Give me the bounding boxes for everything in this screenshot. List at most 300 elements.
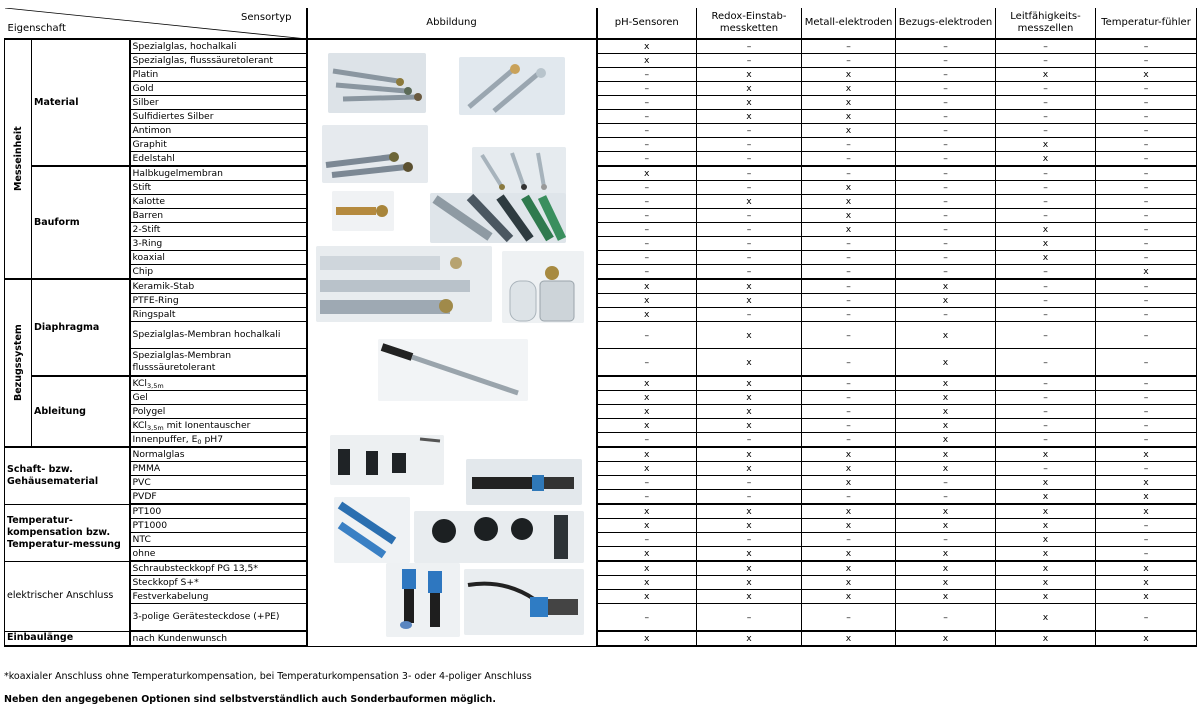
availability-cell: x (896, 631, 996, 646)
availability-cell: x (896, 279, 996, 294)
availability-cell: x (802, 519, 896, 533)
availability-cell: – (1096, 223, 1197, 237)
table-row (5, 279, 1197, 294)
availability-cell: – (597, 533, 697, 547)
group-schaft: Schaft- bzw. Gehäusematerial (5, 447, 130, 504)
photo-plug-heads (386, 563, 460, 637)
availability-cell: x (697, 547, 802, 562)
availability-cell: – (996, 181, 1096, 195)
availability-cell: x (697, 561, 802, 576)
table-row (5, 195, 1197, 209)
table-row (5, 631, 1197, 646)
property-label (130, 237, 307, 251)
property-label-text: Keramik-Stab (132, 281, 195, 292)
property-label-text: Stift (132, 182, 152, 193)
property-label (130, 476, 307, 490)
availability-cell: – (1096, 181, 1197, 195)
property-label (130, 39, 307, 54)
property-label (130, 405, 307, 419)
availability-cell: – (896, 533, 996, 547)
availability-cell: – (1096, 96, 1197, 110)
availability-cell: – (996, 349, 1096, 377)
property-label (130, 209, 307, 223)
availability-cell: x (896, 376, 996, 391)
availability-cell: – (996, 54, 1096, 68)
availability-cell: – (802, 322, 896, 349)
availability-cell: – (697, 237, 802, 251)
availability-cell: – (697, 166, 802, 181)
availability-cell: x (697, 279, 802, 294)
table-row (5, 308, 1197, 322)
availability-cell: x (802, 195, 896, 209)
availability-cell: x (896, 391, 996, 405)
availability-cell: x (896, 590, 996, 604)
property-label-text: Spezialglas, hochalkali (132, 41, 237, 52)
availability-cell: – (1096, 39, 1197, 54)
property-label-text: 2-Stift (132, 224, 161, 235)
availability-cell: x (597, 308, 697, 322)
availability-cell: x (697, 195, 802, 209)
availability-cell: x (1096, 561, 1197, 576)
property-label (130, 124, 307, 138)
property-label-text: Spezialglas-Membran flusssäuretolerant (132, 350, 232, 373)
property-label (130, 138, 307, 152)
availability-cell: – (597, 322, 697, 349)
availability-cell: x (697, 322, 802, 349)
availability-cell: – (597, 237, 697, 251)
availability-cell: – (802, 138, 896, 152)
availability-cell: x (697, 82, 802, 96)
group-einbau: Einbaulänge (5, 631, 130, 646)
availability-cell: – (1096, 82, 1197, 96)
table-row (5, 166, 1197, 181)
availability-cell: x (597, 54, 697, 68)
availability-cell: – (597, 68, 697, 82)
property-label-text: 3-Ring (132, 238, 163, 249)
photo-blue-shafts (334, 497, 410, 563)
availability-cell: – (1096, 322, 1197, 349)
photo-graphite-tips (472, 147, 566, 195)
property-label (130, 265, 307, 280)
table-row (5, 68, 1197, 82)
availability-cell: – (597, 138, 697, 152)
table-row (5, 376, 1197, 391)
property-label-text: PVDF (132, 491, 157, 502)
table-row (5, 391, 1197, 405)
availability-cell: – (597, 265, 697, 280)
property-label (130, 251, 307, 265)
property-label-text: Festverkabelung (132, 591, 209, 602)
availability-cell: – (697, 490, 802, 505)
availability-cell: – (896, 181, 996, 195)
subgroup-diaphragma: Diaphragma (32, 279, 130, 376)
table-row (5, 561, 1197, 576)
subgroup-material: Material (32, 39, 130, 166)
availability-cell: x (1096, 504, 1197, 519)
availability-cell: x (996, 490, 1096, 505)
availability-cell: x (802, 181, 896, 195)
property-label (130, 561, 307, 576)
availability-cell: – (896, 490, 996, 505)
availability-cell: x (1096, 476, 1197, 490)
availability-cell: x (1096, 490, 1197, 505)
availability-cell: – (1096, 519, 1197, 533)
availability-cell: – (996, 82, 1096, 96)
availability-cell: – (697, 124, 802, 138)
availability-cell: – (996, 209, 1096, 223)
availability-cell: – (996, 195, 1096, 209)
property-label (130, 349, 307, 377)
availability-cell: x (896, 322, 996, 349)
availability-cell: x (697, 391, 802, 405)
table-row (5, 476, 1197, 490)
property-label-text: Gel (132, 392, 148, 403)
photo-conductivity-cells (316, 246, 492, 322)
property-label (130, 576, 307, 590)
availability-cell: – (896, 195, 996, 209)
availability-cell: – (697, 604, 802, 632)
availability-cell: x (996, 138, 1096, 152)
availability-cell: x (802, 82, 896, 96)
availability-cell: x (802, 209, 896, 223)
photo-cable-connector (466, 459, 582, 505)
availability-cell: x (802, 447, 896, 462)
group-temperatur: Temperatur-kompensation bzw. Temperatur-messung (5, 504, 130, 561)
availability-cell: – (996, 433, 1096, 448)
property-label-text: PMMA (132, 463, 161, 474)
availability-cell: x (697, 96, 802, 110)
availability-cell: – (1096, 138, 1197, 152)
availability-cell: – (597, 604, 697, 632)
table-row (5, 405, 1197, 419)
property-label-text: Polygel (132, 406, 166, 417)
availability-cell: x (996, 604, 1096, 632)
availability-cell: x (697, 447, 802, 462)
availability-cell: x (996, 251, 1096, 265)
table-row (5, 39, 1197, 54)
property-label (130, 490, 307, 505)
availability-cell: – (1096, 251, 1197, 265)
property-label (130, 547, 307, 562)
header-col-redox: Redox-Einstab-messketten (697, 8, 802, 39)
table-row (5, 519, 1197, 533)
availability-cell: – (896, 265, 996, 280)
property-label-text: KCl (132, 420, 147, 431)
property-label-subscript: 0 (197, 438, 202, 446)
availability-cell: x (896, 576, 996, 590)
availability-cell: x (697, 376, 802, 391)
availability-cell: x (597, 504, 697, 519)
photo-ph-membranes (459, 57, 565, 115)
table-row (5, 604, 1197, 632)
group-bezugssystem: Bezugssystem (5, 279, 32, 447)
property-label (130, 166, 307, 181)
availability-cell: x (802, 576, 896, 590)
availability-cell: x (896, 447, 996, 462)
availability-cell: x (896, 294, 996, 308)
property-label-text: 3-polige Gerätesteckdose (+PE) (132, 611, 280, 622)
availability-cell: x (697, 462, 802, 476)
property-label-subscript: 3,5m (147, 424, 164, 432)
group-anschluss: elektrischer Anschluss (5, 561, 130, 631)
availability-cell: – (597, 82, 697, 96)
table-row (5, 433, 1197, 448)
property-label (130, 68, 307, 82)
availability-cell: x (697, 519, 802, 533)
availability-cell: – (996, 308, 1096, 322)
property-label (130, 96, 307, 110)
property-label-text: PTFE-Ring (132, 295, 179, 306)
availability-cell: x (597, 419, 697, 433)
availability-cell: x (896, 519, 996, 533)
property-label-text: Kalotte (132, 196, 166, 207)
table-row (5, 533, 1197, 547)
header-col-bezug: Bezugs-elektroden (896, 8, 996, 39)
availability-cell: x (697, 294, 802, 308)
subgroup-ableitung: Ableitung (32, 376, 130, 447)
table-row (5, 462, 1197, 476)
availability-cell: x (597, 576, 697, 590)
photo-glass-electrodes (328, 53, 426, 113)
availability-cell: – (697, 533, 802, 547)
property-label (130, 519, 307, 533)
photo-kalotte (332, 191, 394, 231)
availability-cell: x (996, 576, 1096, 590)
availability-cell: x (802, 124, 896, 138)
availability-cell: x (597, 519, 697, 533)
property-label-text: Chip (132, 266, 154, 277)
table-row (5, 490, 1197, 505)
availability-cell: – (1096, 110, 1197, 124)
photo-connectors-ableitung (330, 435, 444, 485)
availability-cell: – (597, 223, 697, 237)
availability-cell: x (697, 631, 802, 646)
availability-cell: – (1096, 166, 1197, 181)
availability-cell: – (802, 294, 896, 308)
availability-cell: x (996, 476, 1096, 490)
availability-cell: – (1096, 533, 1197, 547)
availability-cell: – (996, 265, 1096, 280)
property-label (130, 533, 307, 547)
availability-cell: – (896, 82, 996, 96)
property-label-subscript: 3,5m (147, 382, 164, 390)
availability-cell: x (996, 519, 1096, 533)
availability-cell: – (802, 533, 896, 547)
availability-cell: – (597, 124, 697, 138)
availability-cell: – (1096, 209, 1197, 223)
availability-cell: – (802, 490, 896, 505)
table-row (5, 110, 1197, 124)
availability-cell: x (802, 547, 896, 562)
availability-cell: x (597, 39, 697, 54)
availability-cell: x (697, 504, 802, 519)
availability-cell: x (996, 237, 1096, 251)
table-row (5, 124, 1197, 138)
availability-cell: x (597, 590, 697, 604)
availability-cell: – (1096, 604, 1197, 632)
availability-cell: x (996, 223, 1096, 237)
availability-cell: – (1096, 433, 1197, 448)
availability-cell: – (896, 237, 996, 251)
table-row (5, 138, 1197, 152)
availability-cell: – (802, 308, 896, 322)
availability-cell: – (996, 391, 1096, 405)
header-corner (5, 8, 307, 39)
availability-cell: x (1096, 576, 1197, 590)
availability-cell: x (1096, 68, 1197, 82)
photo-barren-rods (430, 193, 566, 243)
availability-cell: – (697, 54, 802, 68)
availability-cell: – (996, 405, 1096, 419)
availability-cell: – (1096, 195, 1197, 209)
footnote-sonderbauformen: Neben den angegebenen Optionen sind selbstverständlich auch Sonderbauformen möglich. (4, 694, 496, 705)
group-messeinheit: Messeinheit (5, 39, 32, 279)
availability-cell: – (1096, 237, 1197, 251)
availability-cell: – (802, 237, 896, 251)
availability-cell: – (697, 308, 802, 322)
table-row (5, 419, 1197, 433)
availability-cell: x (802, 504, 896, 519)
property-label (130, 195, 307, 209)
property-label (130, 279, 307, 294)
availability-cell: – (597, 152, 697, 167)
availability-cell: – (697, 251, 802, 265)
table-row (5, 96, 1197, 110)
property-label (130, 590, 307, 604)
availability-cell: – (1096, 405, 1197, 419)
availability-cell: x (896, 561, 996, 576)
availability-cell: – (896, 96, 996, 110)
availability-cell: – (597, 433, 697, 448)
availability-cell: – (1096, 54, 1197, 68)
availability-cell: – (896, 68, 996, 82)
availability-cell: x (802, 96, 896, 110)
availability-cell: – (802, 39, 896, 54)
availability-cell: – (1096, 152, 1197, 167)
availability-cell: – (597, 181, 697, 195)
availability-cell: – (802, 279, 896, 294)
availability-cell: – (996, 322, 1096, 349)
table-row (5, 237, 1197, 251)
table-row (5, 447, 1197, 462)
availability-cell: x (697, 590, 802, 604)
availability-cell: x (697, 405, 802, 419)
availability-cell: – (1096, 308, 1197, 322)
property-label-tail: pH7 (201, 434, 224, 445)
availability-cell: x (697, 419, 802, 433)
availability-cell: – (597, 209, 697, 223)
availability-cell: – (896, 251, 996, 265)
availability-cell: x (996, 533, 1096, 547)
subgroup-bauform: Bauform (32, 166, 130, 279)
availability-cell: – (802, 604, 896, 632)
availability-cell: x (896, 405, 996, 419)
availability-cell: x (996, 631, 1096, 646)
availability-cell: – (996, 96, 1096, 110)
availability-cell: x (597, 391, 697, 405)
property-label-text: Spezialglas-Membran hochalkali (132, 329, 281, 340)
availability-cell: – (896, 152, 996, 167)
header-col-temp: Temperatur-fühler (1096, 8, 1197, 39)
availability-cell: x (802, 110, 896, 124)
photo-reference-electrode (378, 339, 528, 401)
availability-cell: – (697, 181, 802, 195)
header-col-ph: pH-Sensoren (597, 8, 697, 39)
availability-cell: – (802, 251, 896, 265)
property-label (130, 308, 307, 322)
table-row (5, 547, 1197, 562)
photo-cable-plug (464, 569, 584, 635)
availability-cell: x (802, 561, 896, 576)
table-row (5, 54, 1197, 68)
availability-cell: x (597, 631, 697, 646)
availability-cell: x (996, 504, 1096, 519)
availability-cell: – (996, 110, 1096, 124)
property-label-text: Barren (132, 210, 164, 221)
availability-cell: x (802, 68, 896, 82)
availability-cell: x (996, 590, 1096, 604)
property-label (130, 419, 307, 433)
availability-cell: x (996, 68, 1096, 82)
availability-cell: – (996, 39, 1096, 54)
availability-cell: – (996, 294, 1096, 308)
sensor-options-table (4, 8, 1197, 647)
header-sensortyp: Sensortyp (241, 12, 292, 23)
availability-cell: x (697, 576, 802, 590)
availability-cell: – (996, 419, 1096, 433)
availability-cell: – (896, 39, 996, 54)
property-label-text: PVC (132, 477, 151, 488)
property-label-text: Graphit (132, 139, 167, 150)
availability-cell: – (896, 223, 996, 237)
availability-cell: x (697, 68, 802, 82)
availability-cell: – (597, 195, 697, 209)
footnotes (4, 671, 532, 705)
availability-cell: x (597, 462, 697, 476)
property-label (130, 322, 307, 349)
availability-cell: x (996, 547, 1096, 562)
availability-cell: – (597, 251, 697, 265)
availability-cell: – (996, 376, 1096, 391)
property-label (130, 82, 307, 96)
availability-cell: x (896, 349, 996, 377)
property-label (130, 223, 307, 237)
availability-cell: x (1096, 590, 1197, 604)
availability-cell: x (697, 110, 802, 124)
availability-cell: x (802, 476, 896, 490)
property-label (130, 504, 307, 519)
availability-cell: x (1096, 265, 1197, 280)
footnote-coaxial: *koaxialer Anschluss ohne Temperaturkompensation, bei Temperaturkompensation 3- oder 4-poliger Anschluss (4, 671, 532, 682)
availability-cell: x (1096, 447, 1197, 462)
sensor-options-table-container (4, 8, 1196, 647)
availability-cell: – (1096, 376, 1197, 391)
availability-cell: x (802, 462, 896, 476)
property-label-text: Platin (132, 69, 159, 80)
availability-cell: – (802, 419, 896, 433)
availability-cell: – (697, 39, 802, 54)
availability-cell: – (802, 54, 896, 68)
availability-cell: x (597, 294, 697, 308)
property-label-text: Schraubsteckkopf PG 13,5* (132, 563, 258, 574)
availability-cell: – (996, 462, 1096, 476)
table-row (5, 181, 1197, 195)
table-row (5, 265, 1197, 280)
table-row (5, 322, 1197, 349)
availability-cell: – (697, 209, 802, 223)
table-row (5, 82, 1197, 96)
availability-cell: – (1096, 349, 1197, 377)
